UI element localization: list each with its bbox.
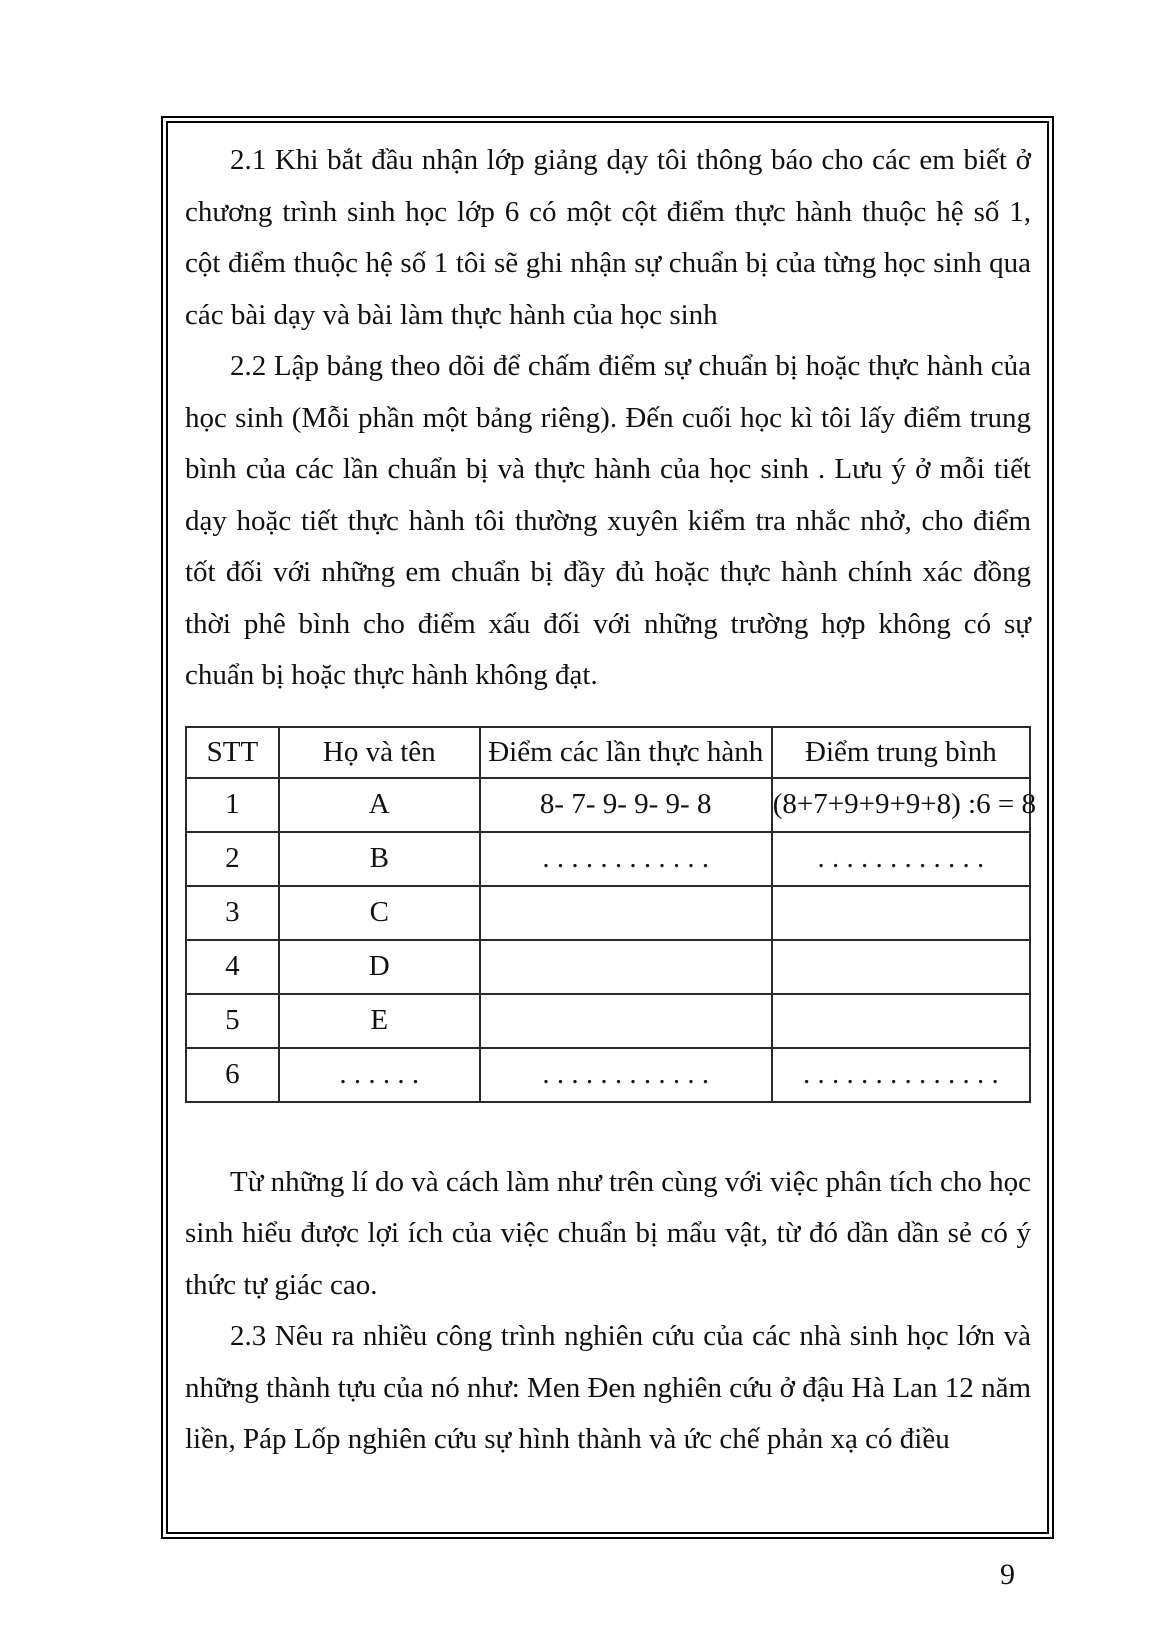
paragraph-2-1: 2.1 Khi bắt đầu nhận lớp giảng dạy tôi thông báo cho các em biết ở chương trình sinh học lớp 6 có một cột điểm thực hành thuộc hệ số 1, cột điểm thuộc hệ số 1 tôi sẽ ghi nhận sự chuẩn bị của từng học sinh qua các bài dạy và bài làm thực hành của học sinh <box>185 144 1031 331</box>
score-tracking-table <box>185 726 1036 1103</box>
cell-practice-scores: . . . . . . . . . . . . <box>480 832 772 886</box>
cell-stt: 6 <box>186 1048 279 1102</box>
cell-practice-scores: 8- 7- 9- 9- 9- 8 <box>480 778 772 832</box>
table-row <box>186 832 1030 886</box>
cell-stt: 4 <box>186 940 279 994</box>
table-row <box>186 940 1030 994</box>
cell-average-score: . . . . . . . . . . . . . . <box>772 1048 1030 1102</box>
cell-name: . . . . . . <box>279 1048 480 1102</box>
page-border <box>161 116 1054 1539</box>
page-number: 9 <box>1000 1558 1015 1591</box>
table-row <box>186 886 1030 940</box>
cell-name: A <box>279 778 480 832</box>
cell-average-score <box>772 940 1030 994</box>
cell-name: C <box>279 886 480 940</box>
col-header-practice-scores: Điểm các lần thực hành <box>480 727 772 778</box>
paragraph-conclusion: Từ những lí do và cách làm như trên cùng với việc phân tích cho học sinh hiểu được lợi ích của việc chuẩn bị mẩu vật, từ đó dần dần sẻ có ý thức tự giác cao. <box>185 1165 1031 1301</box>
table-row <box>186 778 1030 832</box>
cell-name: E <box>279 994 480 1048</box>
cell-stt: 1 <box>186 778 279 832</box>
paragraph-2-2: 2.2 Lập bảng theo dõi để chấm điểm sự chuẩn bị hoặc thực hành của học sinh (Mỗi phần một bảng riêng). Đến cuối học kì tôi lấy điểm trung bình của các lần chuẩn bị và thực hành của học sinh . Lưu ý ở mỗi tiết dạy hoặc tiết thực hành tôi thường xuyên kiểm tra nhắc nhở, cho điểm tốt đối với những em chuẩn bị đầy đủ hoặc thực hành chính xác đồng thời phê bình cho điểm xấu đối với những trường hợp không có sự chuẩn bị hoặc thực hành không đạt. <box>185 350 1031 691</box>
cell-name: B <box>279 832 480 886</box>
cell-practice-scores <box>480 994 772 1048</box>
cell-average-score <box>772 886 1030 940</box>
col-header-stt: STT <box>186 727 279 778</box>
col-header-average-score: Điểm trung bình <box>772 727 1030 778</box>
cell-stt: 5 <box>186 994 279 1048</box>
cell-average-score <box>772 994 1030 1048</box>
paragraph-2-3: 2.3 Nêu ra nhiều công trình nghiên cứu của các nhà sinh học lớn và những thành tựu của nó như: Men Đen nghiên cứu ở đậu Hà Lan 12 năm liền, Páp Lốp nghiên cứu sự hình thành và ức chế phản xạ có điều <box>185 1320 1031 1455</box>
cell-name: D <box>279 940 480 994</box>
cell-practice-scores <box>480 940 772 994</box>
cell-average-score: (8+7+9+9+9+8) :6 = 8 <box>772 778 1030 832</box>
table-header-row <box>186 727 1030 778</box>
col-header-name: Họ và tên <box>279 727 480 778</box>
cell-average-score: . . . . . . . . . . . . <box>772 832 1030 886</box>
cell-practice-scores <box>480 886 772 940</box>
table-row <box>186 994 1030 1048</box>
cell-stt: 3 <box>186 886 279 940</box>
cell-practice-scores: . . . . . . . . . . . . <box>480 1048 772 1102</box>
cell-stt: 2 <box>186 832 279 886</box>
table-row <box>186 1048 1030 1102</box>
